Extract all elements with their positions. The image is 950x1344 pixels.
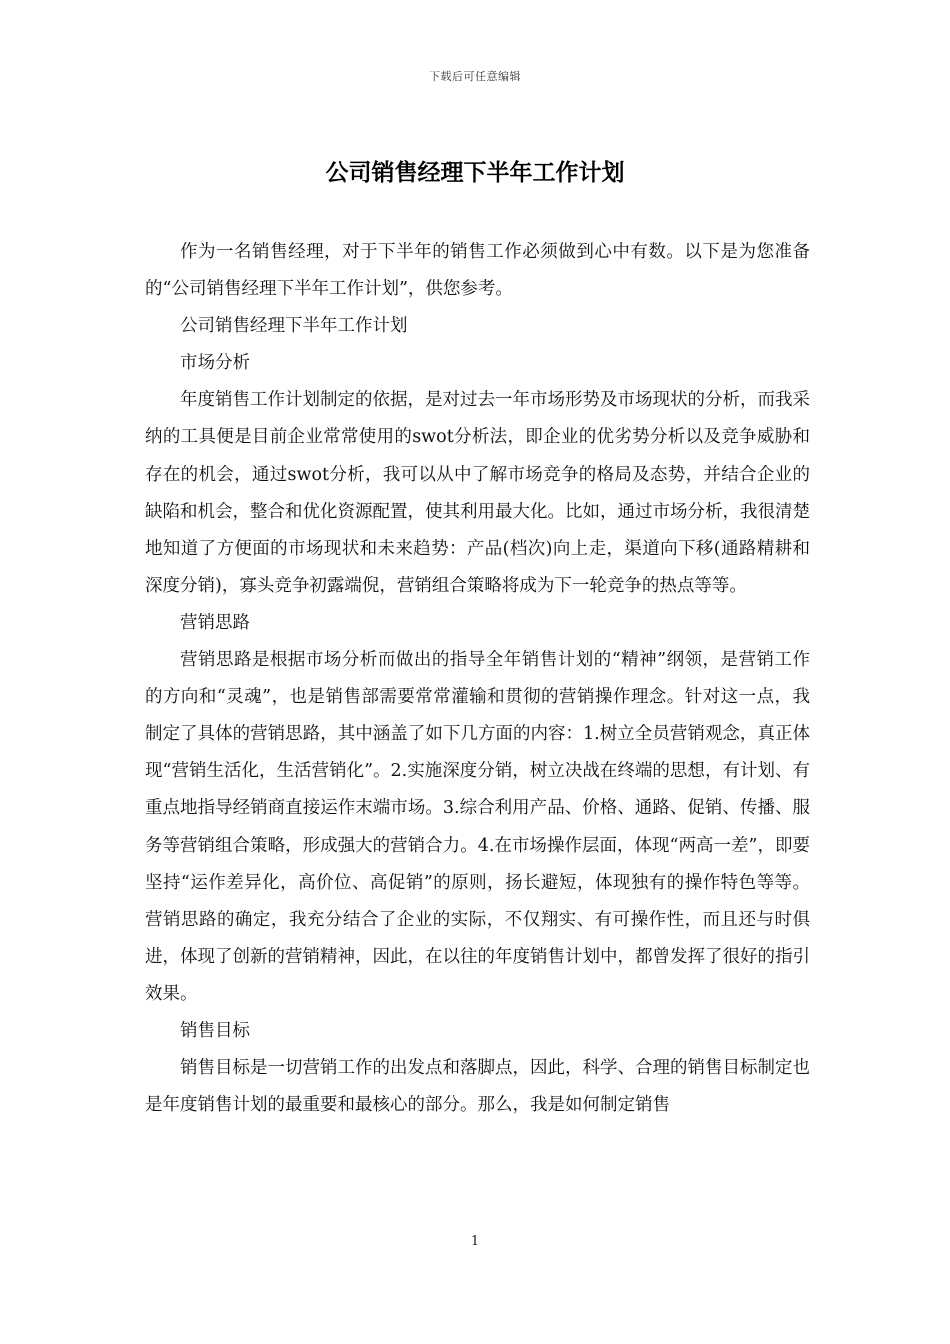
header-note: 下载后可任意编辑 <box>429 70 521 83</box>
intro-paragraph: 作为一名销售经理，对于下半年的销售工作必须做到心中有数。以下是为您准备的“公司销售经理下半年工作计划”，供您参考。 <box>145 242 810 300</box>
document-body <box>145 234 810 1124</box>
page-number: 1 <box>470 1234 480 1249</box>
section-heading-marketing-ideas: 营销思路 <box>180 612 250 633</box>
section-heading-sales-target: 销售目标 <box>180 1020 250 1041</box>
document-title: 公司销售经理下半年工作计划 <box>325 160 625 186</box>
plan-heading: 公司销售经理下半年工作计划 <box>180 316 408 337</box>
sales-target-paragraph: 销售目标是一切营销工作的出发点和落脚点，因此，科学、合理的销售目标制定也是年度销售计划的最重要和最核心的部分。那么，我是如何制定销售 <box>145 1058 810 1116</box>
section-heading-market-analysis: 市场分析 <box>180 353 250 374</box>
market-analysis-paragraph: 年度销售工作计划制定的依据，是对过去一年市场形势及市场现状的分析，而我采纳的工具便是目前企业常常使用的swot分析法，即企业的优劣势分析以及竞争威胁和存在的机会，通过swot分析，我可以从中了解市场竞争的格局及态势，并结合企业的缺陷和机会，整合和优化资源配置，使其利用最大化。比如，通过市场分析，我很清楚地知道了方便面的市场现状和未来趋势：产品(档次)向上走，渠道向下移(通路精耕和深度分销)，寡头竞争初露端倪，营销组合策略将成为下一轮竞争的热点等等。 <box>145 390 810 596</box>
marketing-ideas-paragraph: 营销思路是根据市场分析而做出的指导全年销售计划的“精神”纲领，是营销工作的方向和“灵魂”，也是销售部需要常常灌输和贯彻的营销操作理念。针对这一点，我制定了具体的营销思路，其中涵盖了如下几方面的内容：1.树立全员营销观念，真正体现“营销生活化，生活营销化”。2.实施深度分销，树立决战在终端的思想，有计划、有重点地指导经销商直接运作末端市场。3.综合利用产品、价格、通路、促销、传播、服务等营销组合策略，形成强大的营销合力。4.在市场操作层面，体现“两高一差”，即要坚持“运作差异化，高价位、高促销”的原则，扬长避短，体现独有的操作特色等等。营销思路的确定，我充分结合了企业的实际，不仅翔实、有可操作性，而且还与时俱进，体现了创新的营销精神，因此，在以往的年度销售计划中，都曾发挥了很好的指引效果。 <box>145 650 810 1004</box>
